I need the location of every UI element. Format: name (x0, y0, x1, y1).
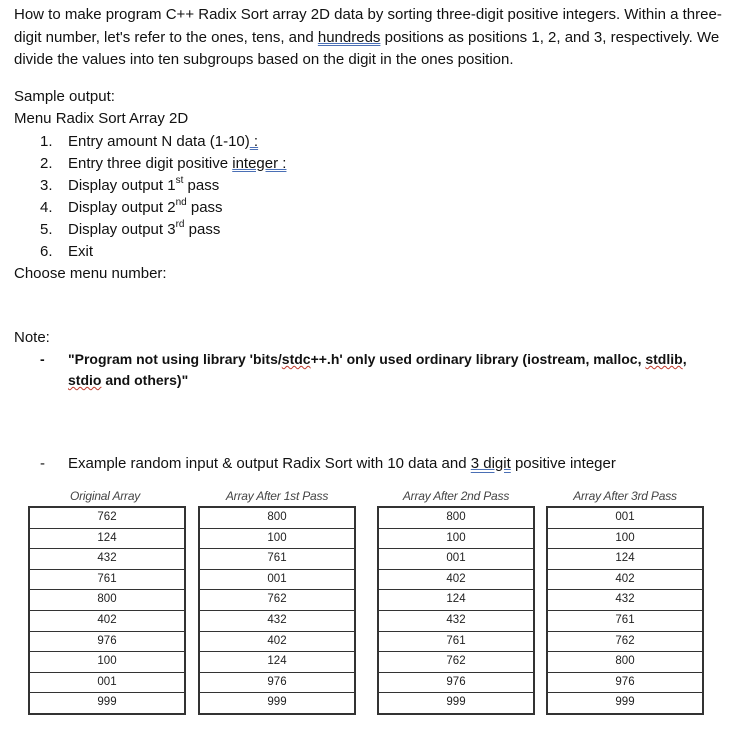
table-cell: 761 (30, 570, 184, 591)
note-text-misspelled: stdc (281, 351, 311, 367)
example-text: positive integer (510, 455, 616, 472)
menu-item (14, 241, 740, 263)
table-third-pass (546, 486, 704, 715)
menu-item-text: Exit (68, 242, 94, 260)
table-second-pass (377, 486, 535, 715)
menu-item-text-post: pass (186, 198, 223, 216)
table-cells (546, 506, 704, 715)
menu-item-text-post: pass (183, 176, 220, 194)
table-first-pass (198, 486, 356, 715)
table-cell: 976 (379, 673, 533, 694)
table-cells (377, 506, 535, 715)
menu-item (14, 175, 740, 197)
table-cell: 124 (200, 652, 354, 673)
menu-item-text-post: pass (184, 220, 221, 238)
table-cell: 402 (548, 570, 702, 591)
document-body (14, 4, 740, 474)
table-cell: 999 (548, 693, 702, 714)
table-cell: 762 (30, 508, 184, 529)
table-cell: 124 (548, 549, 702, 570)
table-cell: 001 (379, 549, 533, 570)
menu-item-tail: : (249, 132, 259, 150)
table-cell: 999 (379, 693, 533, 714)
table-original (28, 486, 186, 715)
menu-item-text: Display output 3 (68, 220, 176, 238)
table-cell: 800 (379, 508, 533, 529)
table-cell: 001 (200, 570, 354, 591)
table-cell: 800 (548, 652, 702, 673)
note-text-misspelled: stdio (68, 372, 102, 388)
table-cell: 762 (379, 652, 533, 673)
note-heading: Note: (14, 329, 50, 346)
table-cells (198, 506, 356, 715)
menu-item-tail: integer : (232, 154, 287, 172)
intro-paragraph (14, 4, 740, 72)
menu-item-number: 2. (40, 154, 53, 172)
table-cell: 999 (200, 693, 354, 714)
table-cell: 100 (548, 529, 702, 550)
intro-text-1: How to make program C++ Radix Sort array 2D data by sorting three-digit positive integers. Within a three-digit number, let's refer to the ones, tens, and (14, 6, 722, 46)
table-cell: 001 (548, 508, 702, 529)
table-cell: 100 (200, 529, 354, 550)
menu-item-number: 3. (40, 176, 53, 194)
table-cell: 761 (379, 632, 533, 653)
table-cell: 432 (379, 611, 533, 632)
note-bullet (14, 349, 740, 391)
menu-item (14, 219, 740, 241)
menu-item-number: 6. (40, 242, 53, 260)
table-cell: 402 (30, 611, 184, 632)
table-cell: 999 (30, 693, 184, 714)
table-cell: 100 (379, 529, 533, 550)
intro-text-2: positions as positions 1, 2, and 3, respectively. We divide the values into ten subgroups based on the digit in the ones position. (14, 28, 720, 68)
table-cell: 800 (30, 590, 184, 611)
table-cell: 762 (548, 632, 702, 653)
table-cell: 100 (30, 652, 184, 673)
table-cell: 432 (200, 611, 354, 632)
table-cell: 402 (379, 570, 533, 591)
menu-list (14, 131, 740, 263)
table-cell: 976 (30, 632, 184, 653)
note-text: and others)" (101, 372, 189, 388)
example-underlined: 3 digit (470, 455, 511, 472)
table-header: Array After 2nd Pass (402, 489, 510, 503)
table-header: Array After 1st Pass (225, 489, 329, 503)
table-cell: 976 (200, 673, 354, 694)
menu-item (14, 131, 740, 153)
table-cell: 402 (200, 632, 354, 653)
menu-item-ordinal: st (175, 174, 184, 186)
menu-item-text: Entry three digit positive (68, 154, 233, 172)
table-cell: 124 (30, 529, 184, 550)
note-text: , (682, 351, 687, 367)
table-cell: 432 (548, 590, 702, 611)
table-cell: 761 (200, 549, 354, 570)
table-header: Original Array (70, 489, 141, 503)
menu-item-number: 1. (40, 132, 53, 150)
note-text: ++.h' only used ordinary library (iostream, malloc, (310, 351, 646, 367)
menu-prompt: Choose menu number: (14, 264, 167, 282)
menu-item-number: 5. (40, 220, 53, 238)
table-cell: 762 (200, 590, 354, 611)
menu-title: Menu Radix Sort Array 2D (14, 110, 189, 127)
table-cell: 976 (548, 673, 702, 694)
menu-item-text: Entry amount N data (1-10) (68, 132, 250, 150)
sample-heading: Sample output: (14, 87, 115, 105)
sample-output-section (14, 86, 740, 286)
table-cell: 432 (30, 549, 184, 570)
example-bullet (14, 453, 740, 474)
table-cell: 800 (200, 508, 354, 529)
table-cell: 001 (30, 673, 184, 694)
table-cells (28, 506, 186, 715)
note-text-misspelled: stdlib (645, 351, 683, 367)
intro-underlined-word: hundreds (317, 28, 381, 46)
table-cell: 124 (379, 590, 533, 611)
radix-sort-tables (28, 486, 704, 718)
dash-bullet: - (40, 455, 45, 472)
menu-item-text: Display output 2 (68, 198, 176, 216)
menu-item-ordinal: nd (175, 196, 187, 208)
menu-item-ordinal: rd (175, 218, 185, 230)
note-text: "Program not using library 'bits/ (68, 351, 282, 367)
table-cell: 761 (548, 611, 702, 632)
dash-bullet: - (40, 351, 45, 367)
menu-item-text: Display output 1 (68, 176, 176, 194)
table-header: Array After 3rd Pass (573, 489, 677, 503)
menu-item-number: 4. (40, 198, 53, 216)
example-text: Example random input & output Radix Sort with 10 data and (68, 455, 471, 472)
menu-item (14, 153, 740, 175)
menu-item (14, 197, 740, 219)
